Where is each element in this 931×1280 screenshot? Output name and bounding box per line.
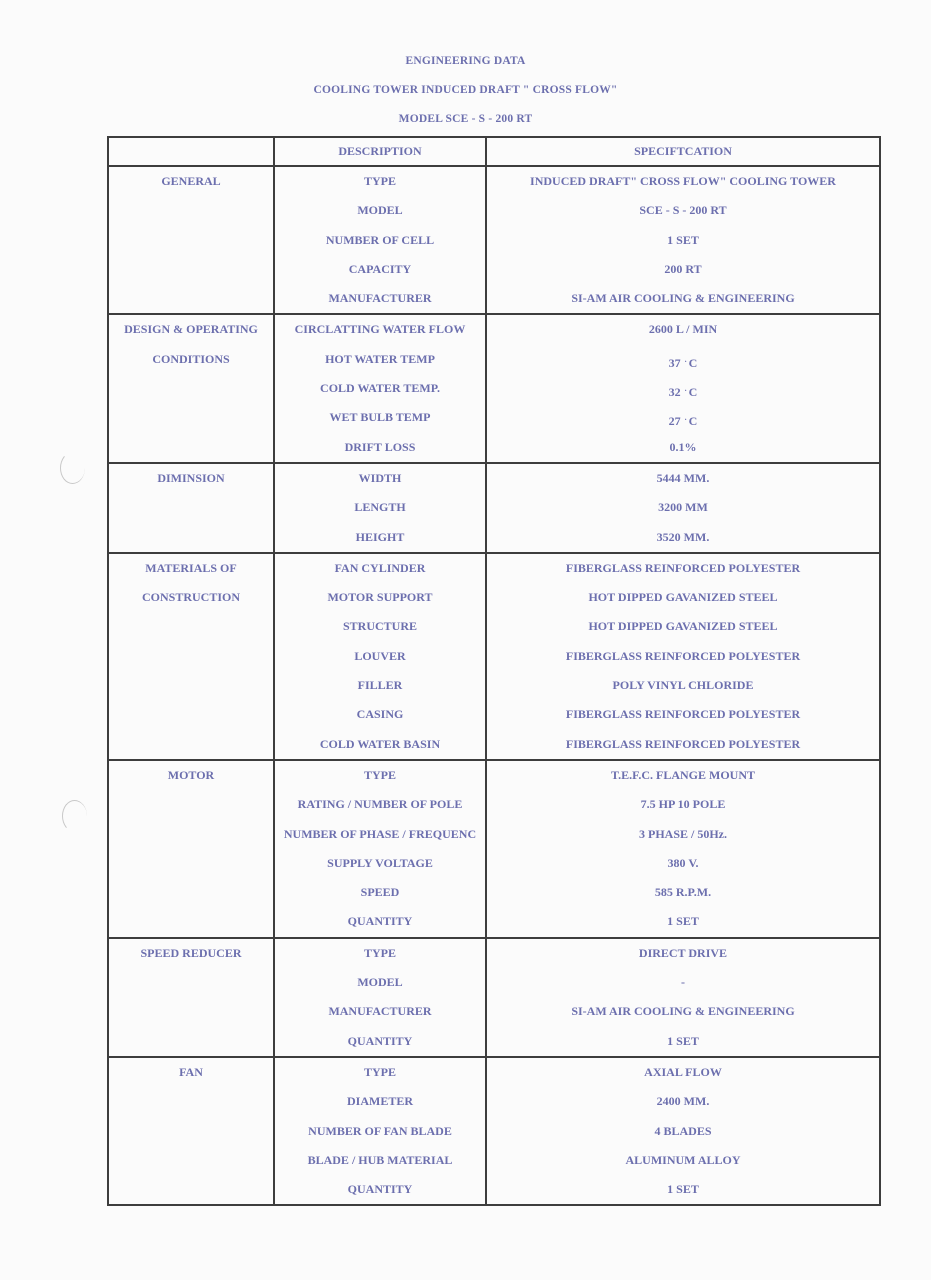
description-label: TYPE	[363, 945, 396, 960]
specification-value	[487, 523, 879, 552]
spec-value-text: SCE - S - 200 RT	[639, 203, 727, 218]
specification-value	[487, 255, 879, 284]
spec-value-text: HOT DIPPED GAVANIZED STEEL	[588, 590, 778, 605]
spec-value-text: 5444 MM.	[656, 470, 710, 485]
description-label: SUPPLY VOLTAGE	[327, 855, 433, 870]
description-label: SPEED	[360, 885, 400, 900]
specification-cell	[486, 463, 880, 553]
header-description: DESCRIPTION	[274, 137, 486, 166]
table-section-row	[108, 166, 880, 314]
specification-cell	[486, 314, 880, 462]
specification-value	[487, 790, 879, 819]
section-category-cell	[108, 166, 274, 314]
doc-model: MODEL SCE - S - 200 RT	[398, 113, 533, 125]
punch-hole-mark	[60, 452, 85, 484]
specification-value	[487, 1117, 879, 1146]
specification-value	[487, 554, 879, 583]
description-label: QUANTITY	[347, 914, 413, 929]
description-cell	[274, 166, 486, 314]
description-label: WIDTH	[358, 470, 402, 485]
spec-value-text: DIRECT DRIVE	[638, 945, 728, 960]
section-category-label: CONSTRUCTION	[141, 590, 240, 605]
spec-value-text: 380 V.	[667, 855, 699, 870]
section-category-cell	[108, 938, 274, 1057]
specification-value	[487, 345, 879, 374]
table-section-row	[108, 760, 880, 938]
spec-value-text: 37	[668, 355, 681, 370]
degree-mark: .	[684, 384, 687, 394]
spec-value-text: SI-AM AIR COOLING & ENGINEERING	[571, 291, 795, 306]
spec-value-text: FIBERGLASS REINFORCED POLYESTER	[565, 648, 801, 663]
description-label: NUMBER OF PHASE / FREQUENC	[283, 826, 477, 841]
spec-value-text: 1 SET	[667, 914, 699, 929]
description-label: DIAMETER	[346, 1094, 413, 1109]
table-section-row	[108, 553, 880, 760]
specification-value	[487, 374, 879, 403]
description-label: MOTOR SUPPORT	[327, 590, 433, 605]
description-label: HEIGHT	[355, 529, 405, 544]
section-category-label: GENERAL	[161, 174, 221, 188]
spec-unit-text: C	[688, 385, 698, 400]
specification-cell	[486, 938, 880, 1057]
specification-value	[487, 464, 879, 493]
spec-value-text: 4 BLADES	[654, 1123, 712, 1138]
punch-hole-mark	[62, 800, 87, 832]
specification-value	[487, 403, 879, 432]
description-label: COLD WATER BASIN	[319, 736, 441, 751]
specification-value	[487, 1087, 879, 1116]
spec-value-text: 0.1%	[669, 439, 697, 454]
specification-value	[487, 968, 879, 997]
spec-value-text: SI-AM AIR COOLING & ENGINEERING	[571, 1004, 795, 1019]
section-category-cell	[108, 314, 274, 462]
description-label: CASING	[356, 707, 404, 722]
description-label: QUANTITY	[347, 1182, 413, 1197]
specification-value	[487, 226, 879, 255]
spec-value-text: 2600 L / MIN	[648, 322, 718, 337]
table-section-row	[108, 314, 880, 462]
spec-value-text: INDUCED DRAFT" CROSS FLOW" COOLING TOWER	[530, 174, 836, 188]
spec-value-text: FIBERGLASS REINFORCED POLYESTER	[565, 560, 801, 575]
degree-mark: .	[684, 354, 687, 364]
specification-value	[487, 433, 879, 462]
description-label: RATING / NUMBER OF POLE	[297, 797, 463, 812]
specification-value	[487, 493, 879, 522]
description-label: DRIFT LOSS	[344, 439, 416, 454]
description-label: WET BULB TEMP	[329, 410, 431, 425]
description-label: FAN CYLINDER	[334, 560, 426, 575]
description-label: FILLER	[357, 678, 403, 693]
specification-cell	[486, 553, 880, 760]
doc-title: ENGINEERING DATA	[405, 55, 526, 67]
specification-cell	[486, 1057, 880, 1205]
spec-value-text: FIBERGLASS REINFORCED POLYESTER	[565, 736, 801, 751]
specification-value	[487, 1027, 879, 1056]
section-category-label: MOTOR	[167, 767, 215, 782]
spec-value-text: 1 SET	[667, 1033, 699, 1048]
description-label: MANUFACTURER	[328, 1004, 432, 1019]
spec-value-text: 7.5 HP 10 POLE	[640, 797, 726, 812]
description-cell	[274, 553, 486, 760]
specification-value	[487, 849, 879, 878]
doc-subtitle: COOLING TOWER INDUCED DRAFT " CROSS FLOW"	[313, 84, 618, 96]
table-section-row	[108, 938, 880, 1057]
spec-value-text: HOT DIPPED GAVANIZED STEEL	[588, 619, 778, 634]
spec-unit-text: C	[688, 355, 698, 370]
description-label: COLD WATER TEMP.	[320, 381, 440, 396]
description-label: MANUFACTURER	[328, 291, 432, 306]
spec-value-text: 1 SET	[667, 1182, 699, 1197]
description-label: TYPE	[363, 767, 396, 782]
spec-value-text: FIBERGLASS REINFORCED POLYESTER	[565, 707, 801, 722]
section-category-label: CONDITIONS	[152, 351, 230, 366]
description-cell	[274, 463, 486, 553]
spec-value-text: T.E.F.C. FLANGE MOUNT	[610, 767, 755, 782]
description-cell	[274, 314, 486, 462]
description-cell	[274, 1057, 486, 1205]
description-label: HOT WATER TEMP	[325, 351, 435, 366]
specification-value	[487, 167, 879, 196]
section-category-cell	[108, 1057, 274, 1205]
description-label: BLADE / HUB MATERIAL	[307, 1152, 453, 1167]
spec-value-text: 3200 MM	[658, 500, 708, 515]
table-section-row	[108, 463, 880, 553]
specification-value	[487, 730, 879, 759]
description-label: CIRCLATTING WATER FLOW	[294, 322, 466, 337]
description-label: MODEL	[357, 975, 403, 990]
spec-value-text: 3 PHASE / 50Hz.	[638, 826, 727, 841]
section-category-label: MATERIALS OF	[145, 560, 237, 575]
specification-value	[487, 1058, 879, 1087]
section-category-label: DESIGN & OPERATING	[124, 322, 258, 337]
section-category-cell	[108, 553, 274, 760]
spec-value-text: 3520 MM.	[656, 529, 710, 544]
section-category-label: SPEED REDUCER	[140, 945, 242, 960]
specification-value	[487, 878, 879, 907]
specification-value	[487, 583, 879, 612]
table-header-row	[108, 137, 880, 166]
description-label: NUMBER OF CELL	[325, 232, 435, 247]
specification-value	[487, 939, 879, 968]
description-label: QUANTITY	[347, 1033, 413, 1048]
specification-value	[487, 196, 879, 225]
section-category-label: DIMINSION	[157, 470, 225, 485]
specification-value	[487, 671, 879, 700]
specification-cell	[486, 760, 880, 938]
spec-value-text: ALUMINUM ALLOY	[625, 1152, 741, 1167]
specification-value	[487, 612, 879, 641]
description-label: NUMBER OF FAN BLADE	[308, 1123, 452, 1138]
specification-value	[487, 700, 879, 729]
degree-mark: .	[684, 413, 687, 423]
description-label: CAPACITY	[348, 261, 412, 276]
spec-value-text: POLY VINYL CHLORIDE	[612, 678, 754, 693]
specification-value	[487, 997, 879, 1026]
specification-value	[487, 761, 879, 790]
engineering-data-table	[107, 136, 881, 1206]
description-label: TYPE	[363, 174, 396, 188]
specification-value	[487, 284, 879, 313]
description-label: TYPE	[363, 1064, 396, 1079]
specification-cell	[486, 166, 880, 314]
spec-value-text: 32	[668, 385, 681, 400]
spec-value-text: -	[681, 975, 685, 990]
specification-value	[487, 907, 879, 936]
spec-value-text: 27	[668, 414, 681, 429]
specification-value	[487, 1175, 879, 1204]
description-label: LOUVER	[354, 648, 406, 663]
specification-value	[487, 820, 879, 849]
header-blank-cell	[108, 137, 274, 166]
spec-value-text: 1 SET	[667, 232, 699, 247]
description-label: STRUCTURE	[342, 619, 417, 634]
specification-value	[487, 642, 879, 671]
description-label: MODEL	[357, 203, 403, 218]
spec-value-text: AXIAL FLOW	[644, 1064, 722, 1079]
description-cell	[274, 938, 486, 1057]
section-category-cell	[108, 760, 274, 938]
specification-value	[487, 1146, 879, 1175]
description-label: LENGTH	[354, 500, 406, 515]
specification-value	[487, 315, 879, 344]
spec-value-text: 585 R.P.M.	[654, 885, 712, 900]
table-section-row	[108, 1057, 880, 1205]
spec-value-text: 200 RT	[664, 261, 702, 276]
header-specification: SPECIFTCATION	[486, 137, 880, 166]
spec-unit-text: C	[688, 414, 698, 429]
section-category-label: FAN	[179, 1064, 203, 1079]
description-cell	[274, 760, 486, 938]
spec-value-text: 2400 MM.	[656, 1094, 710, 1109]
section-category-cell	[108, 463, 274, 553]
